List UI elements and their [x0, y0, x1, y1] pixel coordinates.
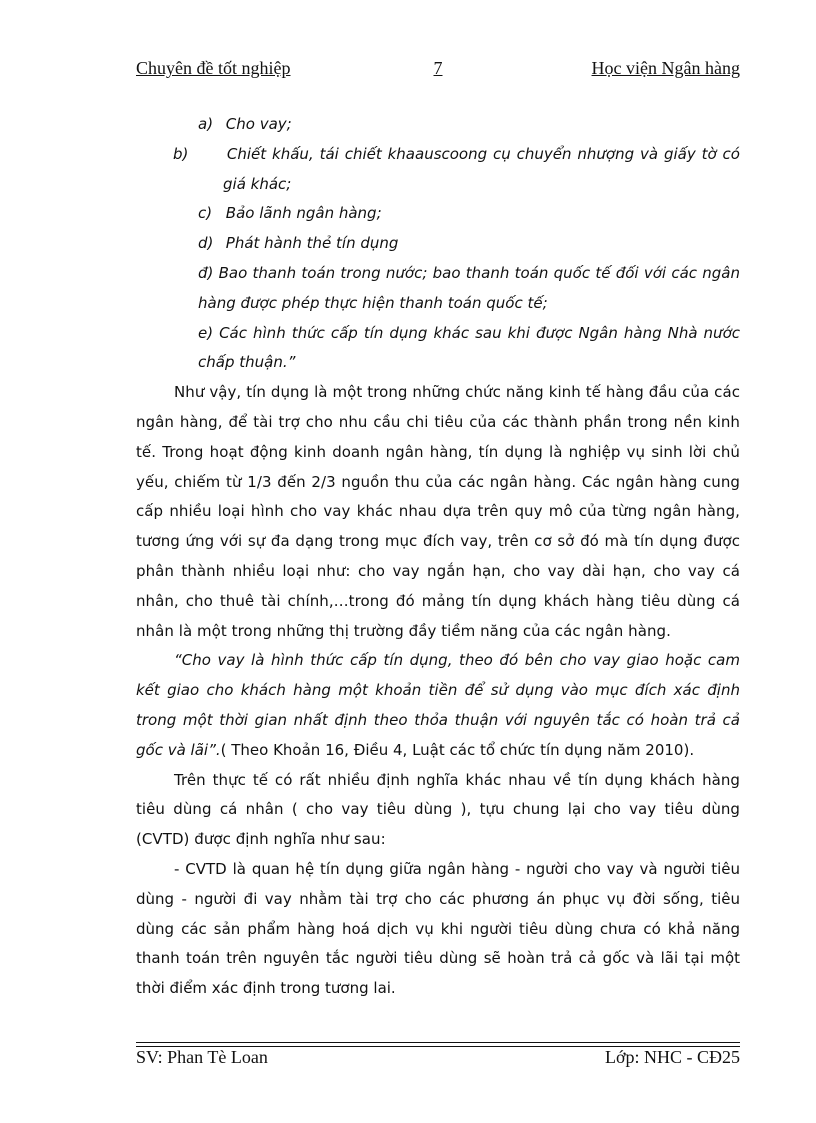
list-item: [198, 199, 740, 229]
list-item: [198, 259, 740, 319]
page-footer: [136, 1047, 740, 1071]
paragraph-credit-overview: Như vậy, tín dụng là một trong những chức năng kinh tế hàng đầu của các ngân hàng, để tài trợ cho nhu cầu chi tiêu của các thành phần trong nền kinh tế. Trong hoạt động kinh doanh ngân hàng, tín dụng là nghiệp vụ sinh lời chủ yếu, chiếm từ 1/3 đến 2/3 nguồn thu của các ngân hàng. Các ngân hàng cung cấp nhiều loại hình cho vay khác nhau dựa trên quy mô của từng ngân hàng, tương ứng với sự đa dạng trong mục đích vay, trên cơ sở đó mà tín dụng được phân thành nhiều loại như: cho vay ngắn hạn, cho vay dài hạn, cho vay cá nhân, cho thuê tài chính,…trong đó mảng tín dụng khách hàng tiêu dùng cá nhân là một trong những thị trường đầy tiềm năng của các ngân hàng.: [136, 383, 740, 640]
legal-quote: [136, 646, 740, 765]
list-item: [198, 229, 740, 259]
header-institution: Học viện Ngân hàng: [591, 58, 740, 78]
list-item-text: Bảo lãnh ngân hàng;: [225, 204, 382, 223]
page-header: [136, 58, 740, 82]
list-item-label: d): [198, 234, 214, 253]
list-item-text: Phát hành thẻ tín dụng: [225, 234, 399, 253]
footer-class: Lớp: NHC - CĐ25: [604, 1047, 740, 1067]
list-item-text: đ) Bao thanh toán trong nước; bao thanh toán quốc tế đối với các ngân hàng được phép thực hiện thanh toán quốc tế;: [198, 263, 740, 312]
list-item-label: a): [198, 115, 214, 133]
list-item: [173, 140, 740, 200]
paragraph-definition-intro: Trên thực tế có rất nhiều định nghĩa khác nhau về tín dụng khách hàng tiêu dùng cá nhân ( cho vay tiêu dùng ), tựu chung lại cho vay tiêu dùng (CVTD) được định nghĩa như sau:: [136, 770, 740, 849]
credit-forms-list: [173, 110, 740, 378]
quote-text: “Cho vay là hình thức cấp tín dụng, theo đó bên cho vay giao hoặc cam kết giao cho khách hàng một khoản tiền để sử dụng vào mục đích xác định trong một thời gian nhất định theo thỏa thuận với nguyên tắc có hoàn trả cả gốc và lãi”.: [136, 651, 740, 759]
quote-source: ( Theo Khoản 16, Điều 4, Luật các tổ chức tín dụng năm 2010).: [220, 740, 695, 759]
list-item-label: c): [198, 204, 213, 223]
footer-student: SV: Phan Tè Loan: [136, 1047, 268, 1067]
list-item: [198, 110, 740, 140]
list-item: [198, 319, 740, 379]
paragraph-cvtd-definition: - CVTD là quan hệ tín dụng giữa ngân hàng - người cho vay và người tiêu dùng - người đi vay nhằm tài trợ cho các phương án phục vụ đời sống, tiêu dùng các sản phẩm hàng hoá dịch vụ khi người tiêu dùng chưa có khả năng thanh toán trên nguyên tắc người tiêu dùng sẽ hoàn trả cả gốc và lãi tại một thời điểm xác định trong tương lai.: [136, 859, 740, 998]
header-title: Chuyên đề tốt nghiệp: [136, 58, 291, 78]
page-number: 7: [433, 58, 443, 78]
document-body: [136, 110, 740, 1004]
list-item-text: Cho vay;: [225, 115, 292, 133]
list-item-label: b): [173, 144, 189, 163]
list-item-text: Chiết khấu, tái chiết khaauscoong cụ chuyển nhượng và giấy tờ có giá khác;: [223, 144, 740, 193]
list-item-text: e) Các hình thức cấp tín dụng khác sau khi được Ngân hàng Nhà nước chấp thuận.”: [198, 323, 740, 372]
